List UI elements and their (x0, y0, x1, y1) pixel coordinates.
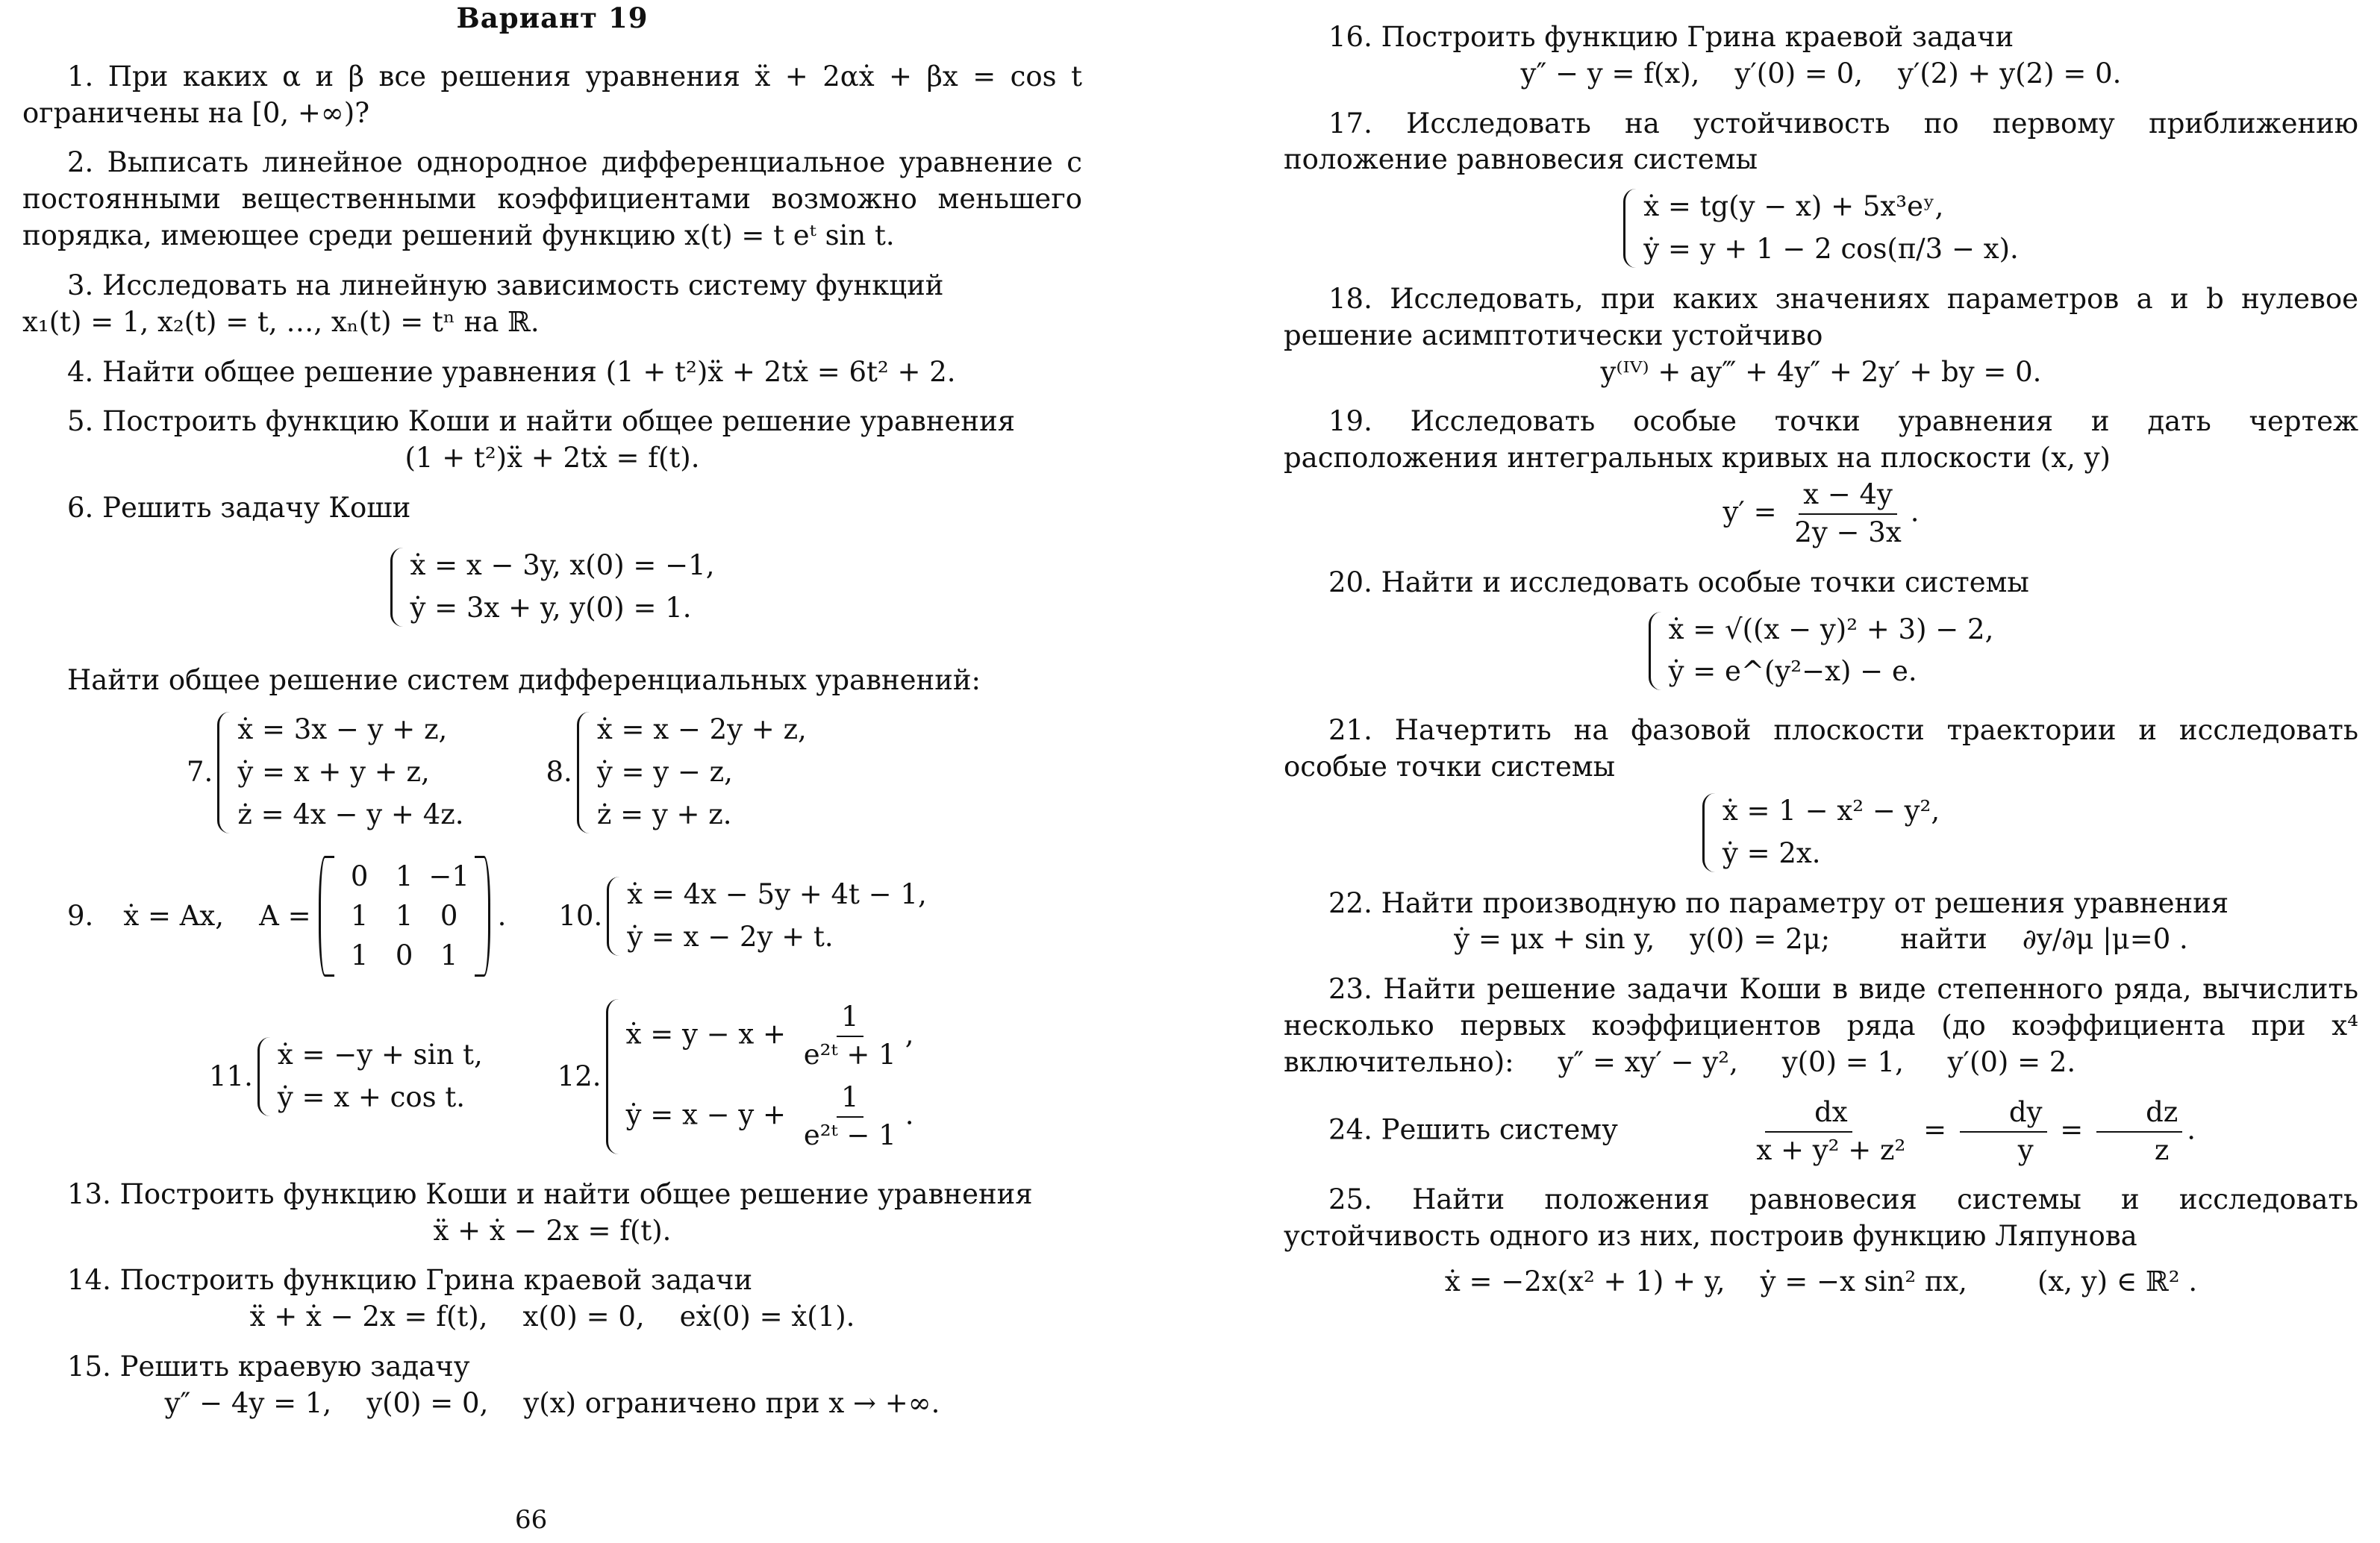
problem-5-formula: (1 + t²)ẍ + 2tẋ = f(t). (405, 442, 700, 475)
problem-17-system (1284, 189, 2358, 268)
problem-4-text: 4. Найти общее решение уравнения (1 + t²)ẍ + 2tẋ = 6t² + 2. (67, 355, 956, 388)
problem-9 (67, 856, 506, 977)
problem-5-text: 5. Построить функцию Коши и найти общее решение уравнения (67, 405, 1016, 438)
problem-11 (209, 1037, 483, 1116)
problem-16 (1284, 19, 2358, 93)
problem-15 (22, 1349, 1082, 1422)
problem-21-system (1284, 793, 2358, 872)
system-line: ẋ = 3x − y + z, (237, 713, 448, 746)
brace (217, 712, 230, 833)
problem-17-text: 17. Исследовать на устойчивость по первому приближению положение равновесия системы (1284, 107, 2358, 176)
left-page (0, 0, 1082, 1543)
problem-1-text: 1. При каких α и β все решения уравнения ẍ + 2αẋ + βx = cos t ограничены на [0, +∞)? (22, 60, 1082, 129)
fraction: $\frac{dz}{z}$ (2096, 1095, 2182, 1169)
problem-2 (22, 145, 1082, 254)
problem-3-formula: x₁(t) = 1, x₂(t) = t, …, xₙ(t) = tⁿ на ℝ. (22, 305, 540, 338)
problem-6-system (22, 548, 1082, 627)
problem-4 (22, 354, 1082, 391)
page-number: 66 (515, 1505, 548, 1536)
problem-14-text: 14. Построить функцию Грина краевой задачи (67, 1264, 753, 1297)
brace (257, 1037, 270, 1116)
problem-15-formula: y″ − 4y = 1, y(0) = 0, y(x) ограничено при x → +∞. (164, 1386, 940, 1419)
system-line: ẏ = 3x + y, y(0) = 1. (410, 591, 692, 624)
system-line: ż = 4x − y + 4z. (237, 798, 464, 831)
problem-19-formula: y′ = $\frac{x - 4y}{2y - 3x}$ . (1284, 477, 2358, 551)
fraction: $\frac{dy}{y}$ (1960, 1095, 2047, 1169)
problem-14 (22, 1262, 1082, 1336)
problem-25 (1284, 1182, 2358, 1300)
brace (1702, 793, 1715, 872)
matrix-cell: 1 (350, 899, 369, 932)
problem-9-equation: ẋ = Ax, A = (123, 899, 311, 932)
system-line: ż = y + z. (596, 798, 732, 831)
problem-17 (1284, 106, 2358, 268)
variant-title: Вариант 19 (456, 1, 649, 34)
problem-20-text: 20. Найти и исследовать особые точки системы (1328, 566, 2029, 598)
problems-7-8 (22, 712, 1082, 833)
problem-22-formula: ẏ = μx + sin y, y(0) = 2μ; найти ∂y/∂μ |μ=0 . (1454, 923, 2188, 956)
problem-8-label: 8. (546, 756, 572, 789)
problem-14-formula: ẍ + ẋ − 2x = f(t), x(0) = 0, eẋ(0) = ẋ(1). (249, 1301, 855, 1333)
matrix-cell: −1 (428, 860, 469, 892)
brace (606, 999, 619, 1154)
problem-25-formula: ẋ = −2x(x² + 1) + y, ẏ = −x sin² πx, (x, y) ∈ ℝ² . (1444, 1265, 2198, 1298)
fraction: $\frac{1}{\text{e²ᵗ + 1}}$ (803, 1001, 896, 1071)
problem-19-text: 19. Исследовать особые точки уравнения и дать чертеж расположения интегральных кривых на плоскости (x, y) (1284, 405, 2358, 475)
problem-21 (1284, 713, 2358, 871)
problem-3 (22, 268, 1082, 341)
problems-9-10 (22, 856, 1082, 977)
problem-24-text: 24. Решить систему (1328, 1113, 1618, 1146)
problem-13-text: 13. Построить функцию Коши и найти общее решение уравнения (67, 1177, 1033, 1210)
system-line: ẏ = x − 2y + t. (627, 921, 834, 954)
system-line: ẋ = x − 2y + z, (596, 713, 807, 746)
matrix-A (319, 856, 490, 977)
fraction: $\frac{1}{\text{e²ᵗ − 1}}$ (803, 1081, 896, 1151)
problem-24-row: 24. Решить систему $\frac{dx}{\text{x + y² + z²}}$ = $\frac{dy}{y}$ = $\frac{dz}{z}$ . (1284, 1095, 2358, 1169)
problem-6-text: 6. Решить задачу Коши (67, 492, 411, 525)
matrix-cell: 0 (395, 939, 413, 971)
problem-20 (1284, 565, 2358, 690)
matrix-cell: 1 (350, 939, 369, 971)
problem-2-text: 2. Выписать линейное однородное дифференциальное уравнение с постоянными вещественными коэффициентами возможно меньшего порядка, имеющее среди решений функцию x(t) = t eᵗ sin t. (22, 146, 1082, 252)
system-line: ẏ = x + cos t. (277, 1081, 466, 1114)
problem-23-text: 23. Найти решение задачи Коши в виде степенного ряда, вычислить несколько первых коэффициентов ряда (до коэффициента при x⁴ включительно): y″ = xy′ − y², y(0) = 1, y′(0) = 2. (1284, 973, 2367, 1078)
problem-25-text: 25. Найти положения равновесия системы и исследовать устойчивость одного из них, построив функцию Ляпунова (1284, 1183, 2358, 1253)
matrix-cell: 1 (395, 899, 413, 932)
general-instruction (22, 663, 1082, 699)
brace (607, 877, 619, 956)
system-line: ẏ = x − y + $\frac{1}{\text{e²ᵗ − 1}}$ . (626, 1080, 914, 1154)
problem-18-text: 18. Исследовать, при каких значениях параметров a и b нулевое решение асимптотически устойчиво (1284, 282, 2358, 351)
problem-7-label: 7. (187, 756, 213, 789)
problem-9-end: . (497, 899, 507, 932)
problem-12 (557, 999, 914, 1154)
system-line: ẋ = √((x − y)² + 3) − 2, (1668, 613, 1994, 645)
brace (577, 712, 590, 833)
problem-10-label: 10. (558, 899, 603, 932)
problem-3-text: 3. Исследовать на линейную зависимость систему функций (67, 269, 944, 301)
system-line: ẏ = y + 1 − 2 cos(π/3 − x). (1643, 233, 2019, 266)
system-line: ẋ = −y + sin t, (277, 1039, 483, 1071)
problem-1 (22, 59, 1082, 132)
general-instruction-text: Найти общее решение систем дифференциальных уравнений: (67, 663, 981, 696)
problem-10 (558, 877, 926, 956)
problem-24 (1284, 1095, 2358, 1169)
system-line: ẏ = e^(y²−x) − e. (1668, 655, 1917, 688)
system-line: ẋ = 4x − 5y + 4t − 1, (627, 878, 927, 911)
matrix-cell: 1 (440, 939, 458, 971)
right-page (1284, 0, 2367, 1543)
matrix-cell: 1 (395, 860, 413, 892)
brace (390, 548, 403, 627)
problem-7 (187, 712, 464, 833)
problem-16-formula: y″ − y = f(x), y′(0) = 0, y′(2) + y(2) = 0. (1520, 57, 2122, 90)
problem-6 (22, 490, 1082, 626)
system-line: ẋ = 1 − x² − y², (1722, 794, 1940, 827)
problem-9-label: 9. (67, 899, 94, 932)
problem-13 (22, 1177, 1082, 1250)
brace (1649, 612, 1661, 691)
problem-5 (22, 404, 1082, 477)
fraction: $\frac{dx}{\text{x + y² + z²}}$ (1756, 1095, 1906, 1166)
problem-11-label: 11. (209, 1060, 253, 1092)
system-line: ẋ = y − x + $\frac{1}{\text{e²ᵗ + 1}}$ , (626, 999, 914, 1074)
problem-18-formula: y⁽ᴵⱽ⁾ + ay‴ + 4y″ + 2y′ + by = 0. (1600, 355, 2042, 388)
problems-11-12 (22, 999, 1082, 1154)
problem-18 (1284, 281, 2358, 390)
system-line: ẋ = tg(y − x) + 5x³eʸ, (1643, 190, 1944, 223)
problem-23 (1284, 971, 2367, 1080)
problem-8 (546, 712, 807, 833)
matrix-cell: 0 (350, 860, 369, 892)
problem-22 (1284, 886, 2358, 959)
system-line: ẏ = 2x. (1722, 836, 1821, 869)
problem-12-label: 12. (557, 1060, 602, 1092)
problem-20-system (1284, 612, 2358, 691)
problem-19 (1284, 404, 2358, 551)
system-line: ẋ = x − 3y, x(0) = −1, (410, 548, 715, 581)
problem-22-text: 22. Найти производную по параметру от решения уравнения (1328, 886, 2229, 919)
fraction: $\frac{x - 4y}{2y - 3x}$ (1794, 478, 1902, 548)
matrix-cell: 0 (440, 899, 458, 932)
system-line: ẏ = y − z, (596, 756, 733, 789)
brace (1623, 189, 1636, 268)
problem-15-text: 15. Решить краевую задачу (67, 1350, 470, 1383)
problem-16-text: 16. Построить функцию Грина краевой задачи (1328, 21, 2014, 53)
system-line: ẏ = x + y + z, (237, 756, 430, 789)
problem-21-text: 21. Начертить на фазовой плоскости траектории и исследовать особые точки системы (1284, 714, 2358, 783)
problem-13-formula: ẍ + ẋ − 2x = f(t). (433, 1214, 672, 1247)
